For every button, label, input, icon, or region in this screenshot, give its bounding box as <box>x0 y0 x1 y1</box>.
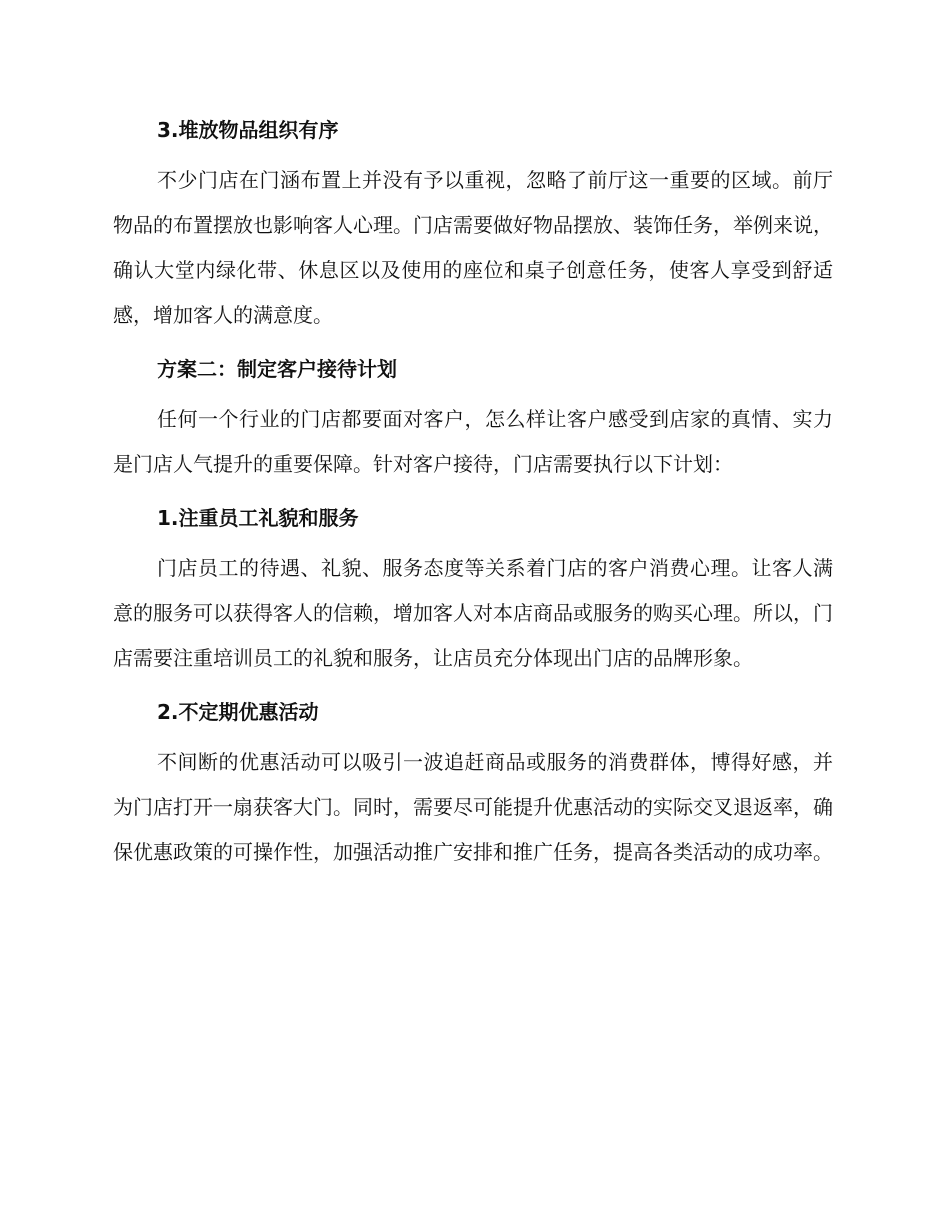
section-heading-2-promotions: 2.不定期优惠活动 <box>157 700 319 724</box>
section-heading-1-staff-courtesy: 1.注重员工礼貌和服务 <box>157 506 359 530</box>
section-paragraph-1-staff-courtesy: 门店员工的待遇、礼貌、服务态度等关系着门店的客户消费心理。让客人满意的服务可以获得客人的信赖，增加客人对本店商品或服务的购买心理。所以，门店需要注重培训员工的礼貌和服务，让店员充分体现出门店的品牌形象。 <box>113 556 833 670</box>
section-paragraph-3-stacking-items: 不少门店在门涵布置上并没有予以重视，忽略了前厅这一重要的区域。前厅物品的布置摆放也影响客人心理。门店需要做好物品摆放、装饰任务，举例来说，确认大堂内绿化带、休息区以及使用的座位和桌子创意任务，使客人享受到舒适感，增加客人的满意度。 <box>113 168 833 327</box>
section-heading-3-stacking-items: 3.堆放物品组织有序 <box>157 118 339 142</box>
document-body <box>113 110 833 875</box>
section-paragraph-plan-two: 任何一个行业的门店都要面对客户，怎么样让客户感受到店家的真情、实力是门店人气提升的重要保障。针对客户接待，门店需要执行以下计划： <box>113 407 833 476</box>
section-paragraph-2-promotions: 不间断的优惠活动可以吸引一波追赶商品或服务的消费群体，博得好感，并为门店打开一扇获客大门。同时，需要尽可能提升优惠活动的实际交叉退返率，确保优惠政策的可操作性，加强活动推广安排和推广任务，提高各类活动的成功率。 <box>113 750 833 864</box>
section-heading-plan-two: 方案二：制定客户接待计划 <box>157 357 397 381</box>
